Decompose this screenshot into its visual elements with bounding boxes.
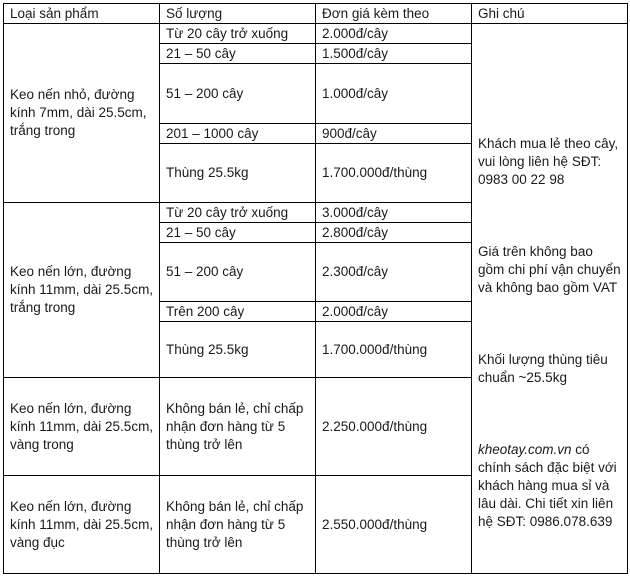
quantity-cell: 51 – 200 cây xyxy=(166,264,244,279)
notes-cell xyxy=(472,99,627,529)
grid-line xyxy=(159,3,160,574)
quantity-cell: 201 – 1000 cây xyxy=(166,125,259,141)
grid-line xyxy=(3,3,4,574)
note-weight: Khối lượng thùng tiêu chuẩn ~25.5kg xyxy=(478,352,612,385)
price-cell: 1.700.000đ/thùng xyxy=(322,341,428,357)
price-cell: 1.700.000đ/thùng xyxy=(322,165,428,180)
product-cell: Keo nến lớn, đường kính 11mm, dài 25.5cm, trắng trong xyxy=(10,264,157,315)
price-cell: 2.550.000đ/thùng xyxy=(322,516,428,532)
grid-line xyxy=(3,377,472,378)
header-price: Đơn giá kèm theo xyxy=(322,5,430,21)
grid-line xyxy=(315,3,316,574)
quantity-cell: Không bán lẻ, chỉ chấp nhận đơn hàng từ 5 thùng trở lên xyxy=(166,400,308,452)
header-product: Loại sản phẩm xyxy=(10,5,99,21)
grid-line xyxy=(3,202,472,203)
product-cell: Keo nến nhỏ, đường kính 7mm, dài 25.5cm, trắng trong xyxy=(10,87,151,138)
price-cell: 2.000đ/cây xyxy=(322,303,389,319)
note-retail: Khách mua lẻ theo cây, vui lòng liên hệ SĐT: 0983 00 22 98 xyxy=(478,136,622,187)
product-cell: Keo nến lớn, đường kính 11mm, dài 25.5cm, vàng trong xyxy=(10,400,157,452)
note-policy-text: có chính sách đặc biệt với khách hàng mua sỉ và lâu dài. Chi tiết xin liên hệ SĐT: 0986.078.639 xyxy=(478,442,621,529)
price-cell: 1.500đ/cây xyxy=(322,45,389,61)
header-notes: Ghi chú xyxy=(478,5,525,21)
quantity-cell: Thùng 25.5kg xyxy=(166,341,249,357)
quantity-cell: Từ 20 cây trở xuống xyxy=(166,25,289,41)
product-cell: Keo nến lớn, đường kính 11mm, dài 25.5cm, vàng đục xyxy=(10,498,157,550)
price-cell: 2.250.000đ/thùng xyxy=(322,418,428,434)
quantity-cell: Trên 200 cây xyxy=(166,303,245,319)
grid-line xyxy=(3,475,472,476)
price-cell: 2.300đ/cây xyxy=(322,264,389,279)
price-cell: 2.800đ/cây xyxy=(322,224,389,240)
note-site-link: kheotay.com.vn xyxy=(478,442,572,457)
quantity-cell: Từ 20 cây trở xuống xyxy=(166,204,289,220)
header-quantity: Số lượng xyxy=(166,5,223,21)
quantity-cell: 21 – 50 cây xyxy=(166,224,236,240)
quantity-cell: Thùng 25.5kg xyxy=(166,165,249,180)
price-cell: 900đ/cây xyxy=(322,125,377,141)
quantity-cell: 21 – 50 cây xyxy=(166,45,236,61)
note-policy xyxy=(478,441,621,531)
grid-line xyxy=(627,3,628,574)
price-cell: 2.000đ/cây xyxy=(322,25,389,41)
price-cell: 3.000đ/cây xyxy=(322,204,389,220)
quantity-cell: Không bán lẻ, chỉ chấp nhận đơn hàng từ 5 thùng trở lên xyxy=(166,498,308,550)
price-cell: 1.000đ/cây xyxy=(322,85,389,101)
note-vat: Giá trên không bao gồm chi phí vận chuyển và không bao gồm VAT xyxy=(478,244,625,295)
quantity-cell: 51 – 200 cây xyxy=(166,85,244,101)
grid-line xyxy=(471,3,472,574)
